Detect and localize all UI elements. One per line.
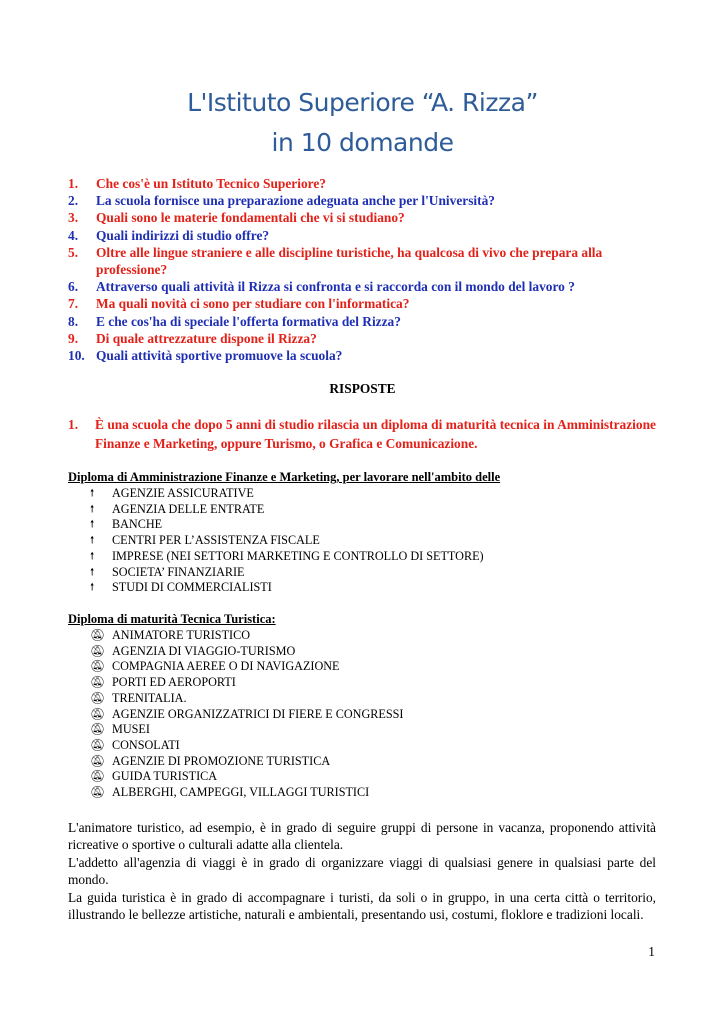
bell-slash-icon: 🔕︎ bbox=[90, 690, 106, 705]
question-number: 1. bbox=[68, 176, 79, 191]
page-number: 1 bbox=[648, 944, 655, 959]
answer-item bbox=[68, 415, 656, 453]
question-number: 10. bbox=[68, 348, 85, 364]
document-title: L'Istituto Superiore “A. Rizza” bbox=[187, 88, 538, 117]
caret-up-icon: 🠕 bbox=[90, 503, 95, 515]
question-item bbox=[68, 209, 668, 226]
list-item: 🠕 IMPRESE (NEI SETTORI MARKETING E CONTROLLO DI SETTORE) bbox=[90, 548, 484, 563]
list-item: 🠕 CENTRI PER L’ASSISTENZA FISCALE bbox=[90, 533, 320, 548]
question-text: Attraverso quali attività il Rizza si confronta e si raccorda con il mondo del lavoro ? bbox=[96, 279, 575, 295]
caret-up-icon: 🠕 bbox=[90, 550, 95, 562]
bell-slash-icon: 🔕︎ bbox=[90, 659, 106, 674]
bell-slash-icon: 🔕︎ bbox=[90, 706, 106, 721]
paragraph-agenzia: L'addetto all'agenzia di viaggi è in grado di organizzare viaggi di qualsiasi genere in qualsiasi parte del mondo. bbox=[68, 855, 656, 887]
question-number: 2. bbox=[68, 193, 79, 209]
list-item: 🔕︎ CONSOLATI bbox=[90, 737, 180, 752]
question-number: 5. bbox=[68, 244, 79, 260]
list-item: 🠕 AGENZIA DELLE ENTRATE bbox=[90, 501, 265, 516]
bell-slash-icon: 🔕︎ bbox=[90, 675, 106, 690]
question-item bbox=[68, 175, 668, 192]
list-item: 🔕︎ AGENZIE ORGANIZZATRICI DI FIERE E CONGRESSI bbox=[90, 706, 404, 721]
question-text: La scuola fornisce una preparazione adeguata anche per l'Università? bbox=[96, 193, 495, 209]
question-text: Oltre alle lingue straniere e alle discipline turistiche, ha qualcosa di vivo che prepara alla professione? bbox=[96, 244, 603, 278]
paragraph-animatore: L'animatore turistico, ad esempio, è in grado di seguire gruppi di persone in vacanza, proponendo attività ricreative o sportive o culturali adatte alla clientela. bbox=[68, 820, 656, 852]
list-item: 🔕︎ PORTI ED AEROPORTI bbox=[90, 675, 236, 690]
caret-up-icon: 🠕 bbox=[90, 519, 95, 531]
bell-slash-icon: 🔕︎ bbox=[90, 785, 106, 800]
bell-slash-icon: 🔕︎ bbox=[90, 769, 106, 784]
list-item: 🠕 STUDI DI COMMERCIALISTI bbox=[90, 580, 272, 595]
bell-slash-icon: 🔕︎ bbox=[90, 628, 106, 642]
caret-up-icon: 🠕 bbox=[90, 566, 95, 578]
question-number: 4. bbox=[68, 227, 79, 243]
list-item: 🔕︎ GUIDA TURISTICA bbox=[90, 769, 218, 784]
list-item: 🔕︎ TRENITALIA. bbox=[90, 690, 187, 705]
question-text: Quali sono le materie fondamentali che vi si studiano? bbox=[96, 210, 405, 226]
list-item: 🔕︎ MUSEI bbox=[90, 722, 150, 737]
question-item bbox=[68, 347, 668, 364]
list-item: 🠕 AGENZIE ASSICURATIVE bbox=[90, 486, 254, 500]
list-item: 🔕︎ AGENZIA DI VIAGGIO-TURISMO bbox=[90, 643, 296, 658]
answer-text: È una scuola che dopo 5 anni di studio rilascia un diploma di maturità tecnica in Amministrazione Finanze e Marketing, oppure Turismo, o Grafica e Comunicazione. bbox=[95, 417, 656, 451]
bell-slash-icon: 🔕︎ bbox=[90, 722, 106, 737]
question-item bbox=[68, 227, 668, 244]
finance-careers-list bbox=[90, 486, 484, 596]
caret-up-icon: 🠕 bbox=[90, 582, 95, 594]
question-number: 6. bbox=[68, 279, 79, 295]
section-heading-finance: Diploma di Amministrazione Finanze e Marketing, per lavorare nell'ambito delle bbox=[68, 470, 501, 484]
answers-heading: RISPOSTE bbox=[329, 381, 396, 396]
bell-slash-icon: 🔕︎ bbox=[90, 643, 106, 658]
question-item bbox=[68, 330, 668, 347]
question-item bbox=[68, 244, 668, 278]
list-item: 🔕︎ AGENZIE DI PROMOZIONE TURISTICA bbox=[90, 753, 331, 768]
caret-up-icon: 🠕 bbox=[90, 488, 95, 499]
question-text: E che cos'ha di speciale l'offerta formativa del Rizza? bbox=[96, 313, 401, 329]
questions-list bbox=[68, 175, 668, 364]
bell-slash-icon: 🔕︎ bbox=[90, 737, 106, 752]
question-number: 3. bbox=[68, 210, 79, 226]
question-text: Quali indirizzi di studio offre? bbox=[96, 227, 270, 243]
paragraph-guida: La guida turistica è in grado di accompagnare i turisti, da soli o in gruppo, in una certa città o territorio, illustrando le bellezze artistiche, naturali e ambientali, presentando usi, costumi, floklore e tradizioni locali. bbox=[68, 890, 656, 922]
question-number: 8. bbox=[68, 313, 79, 329]
question-item bbox=[68, 313, 668, 330]
question-number: 9. bbox=[68, 330, 79, 346]
question-text: Di quale attrezzature dispone il Rizza? bbox=[96, 330, 317, 346]
question-item bbox=[68, 278, 668, 295]
list-item: 🔕︎ ANIMATORE TURISTICO bbox=[90, 628, 251, 642]
document-subtitle: in 10 domande bbox=[271, 128, 454, 157]
list-item: 🠕 SOCIETA’ FINANZIARIE bbox=[90, 564, 245, 579]
caret-up-icon: 🠕 bbox=[90, 535, 95, 547]
question-text: Ma quali novità ci sono per studiare con l'informatica? bbox=[96, 296, 410, 312]
question-text: Che cos'è un Istituto Tecnico Superiore? bbox=[96, 176, 327, 191]
question-item bbox=[68, 295, 668, 312]
list-item: 🠕 BANCHE bbox=[90, 517, 163, 532]
tourism-careers-list bbox=[90, 628, 403, 801]
list-item: 🔕︎ COMPAGNIA AEREE O DI NAVIGAZIONE bbox=[90, 659, 340, 674]
list-item: 🔕︎ ALBERGHI, CAMPEGGI, VILLAGGI TURISTICI bbox=[90, 785, 370, 800]
answer-number: 1. bbox=[68, 417, 79, 432]
bell-slash-icon: 🔕︎ bbox=[90, 753, 106, 768]
question-text: Quali attività sportive promuove la scuola? bbox=[96, 348, 343, 364]
section-heading-tourism: Diploma di maturità Tecnica Turistica: bbox=[68, 612, 276, 626]
question-number: 7. bbox=[68, 296, 79, 312]
question-item bbox=[68, 192, 668, 209]
